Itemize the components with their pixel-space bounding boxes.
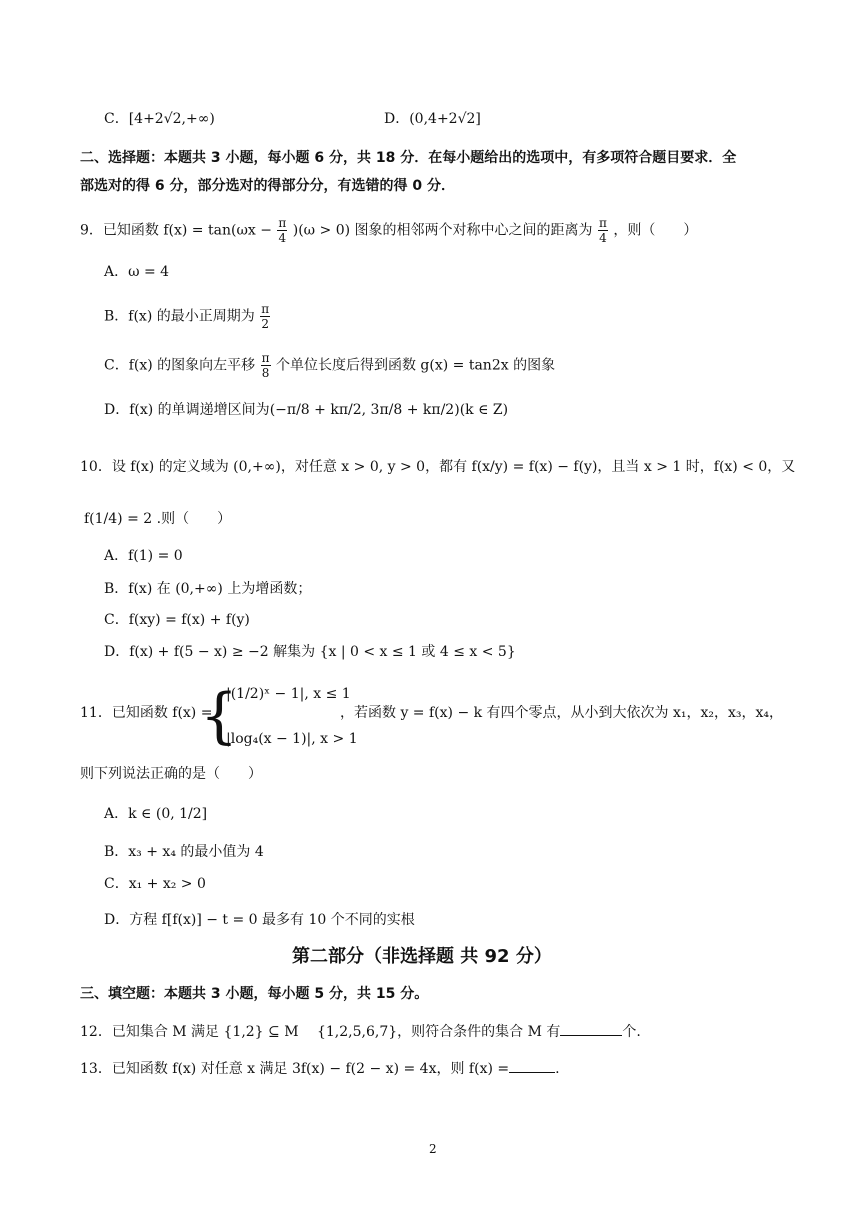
- section2-heading-line2: 部选对的得 6 分，部分选对的得部分分，有选错的得 0 分．: [80, 178, 455, 194]
- q13-answer-blank: [509, 1059, 555, 1073]
- q13-tail: .: [555, 1061, 560, 1077]
- q12-text: 12．已知集合 M 满足 {1,2} ⊆ M {1,2,5,6,7}，则符合条件的集合 M 有: [80, 1024, 561, 1040]
- q11-option-b: B．x₃ + x₄ 的最小值为 4: [104, 844, 264, 860]
- q9-option-c-frac: [261, 351, 271, 380]
- q10-stem-line1: 10．设 f(x) 的定义域为 (0,+∞)，对任意 x > 0, y > 0，都有 f(x/y) = f(x) − f(y)，且当 x > 1 时，f(x) < 0，又: [80, 459, 796, 475]
- q10-option-d: D．f(x) + f(5 − x) ≥ −2 解集为 {x | 0 < x ≤ 1 或 4 ≤ x < 5}: [104, 644, 516, 660]
- q9-stem: [80, 216, 697, 245]
- q11-brace: {: [200, 681, 239, 751]
- frac-num: π: [278, 216, 287, 230]
- q8-option-c: C．[4+2√2,+∞): [104, 111, 215, 127]
- q9-option-c-text1: C．f(x) 的图象向左平移: [104, 357, 256, 374]
- q9-option-c: [104, 351, 555, 380]
- q9-option-d-text2: (k ∈ Z): [459, 402, 509, 418]
- q11-option-d: D．方程 f[f(x)] − t = 0 最多有 10 个不同的实根: [104, 912, 415, 928]
- q9-option-c-text2: 个单位长度后得到函数 g(x) = tan2x 的图象: [275, 357, 556, 374]
- frac-den: 4: [278, 231, 287, 245]
- part2-title: 第二部分（非选择题 共 92 分）: [292, 946, 552, 967]
- q9-option-a: A．ω = 4: [104, 264, 170, 280]
- frac-den: 2: [261, 317, 269, 331]
- frac-num: π: [261, 302, 270, 316]
- q9-option-b: [104, 302, 271, 331]
- q10-stem-line2: f(1/4) = 2 .则（ ）: [84, 511, 232, 527]
- q9-stem-c: ，则（ ）: [613, 222, 698, 239]
- q9-option-d: [104, 401, 508, 419]
- q9-option-b-text: B．f(x) 的最小正周期为: [104, 308, 255, 325]
- q9-stem-b: )(ω > 0) 图象的相邻两个对称中心之间的距离为: [292, 222, 593, 239]
- frac-num: π: [261, 351, 270, 365]
- q11-stem-line2: 则下列说法正确的是（ ）: [80, 766, 262, 782]
- page-number: 2: [429, 1142, 437, 1156]
- q9-option-b-frac: [260, 302, 270, 331]
- q11-case-2: |log₄(x − 1)|, x > 1: [226, 731, 358, 747]
- q13-stem: [80, 1059, 560, 1078]
- q9-option-d-text1: D．f(x) 的单调递增区间为: [104, 402, 270, 418]
- q9-option-d-interval: (−π/8 + kπ/2, 3π/8 + kπ/2): [269, 402, 460, 418]
- frac-den: 8: [261, 366, 270, 380]
- q11-case-1: |(1/2)ˣ − 1|, x ≤ 1: [226, 686, 351, 702]
- q12-answer-blank: [560, 1022, 622, 1036]
- q11-stem-lead: 11．已知函数 f(x) =: [80, 705, 213, 721]
- q11-option-a: A．k ∈ (0, 1/2]: [104, 806, 208, 822]
- q12-stem: [80, 1022, 641, 1041]
- frac-num: π: [598, 216, 607, 230]
- q9-frac-distance: [598, 216, 608, 245]
- q9-frac-pi-4: [277, 216, 287, 245]
- q10-option-c: C．f(xy) = f(x) + f(y): [104, 612, 250, 628]
- q10-option-b: B．f(x) 在 (0,+∞) 上为增函数；: [104, 581, 312, 597]
- q11-stem-tail: ，若函数 y = f(x) − k 有四个零点，从小到大依次为 x₁，x₂，x₃，x₄，: [340, 705, 784, 721]
- q12-tail: 个.: [622, 1024, 641, 1040]
- q9-stem-a: 9．已知函数 f(x) = tan(ωx −: [80, 222, 272, 239]
- section3-heading: 三、填空题：本题共 3 小题，每小题 5 分，共 15 分。: [80, 986, 429, 1002]
- section2-heading-line1: 二、选择题：本题共 3 小题，每小题 6 分，共 18 分．在每小题给出的选项中，有多项符合题目要求．全: [80, 150, 737, 166]
- q13-text: 13．已知函数 f(x) 对任意 x 满足 3f(x) − f(2 − x) = 4x，则 f(x) =: [80, 1061, 510, 1077]
- q8-option-d: D．(0,4+2√2]: [384, 111, 481, 127]
- q11-option-c: C．x₁ + x₂ > 0: [104, 876, 206, 892]
- q10-option-a: A．f(1) = 0: [104, 548, 183, 564]
- frac-den: 4: [599, 231, 607, 245]
